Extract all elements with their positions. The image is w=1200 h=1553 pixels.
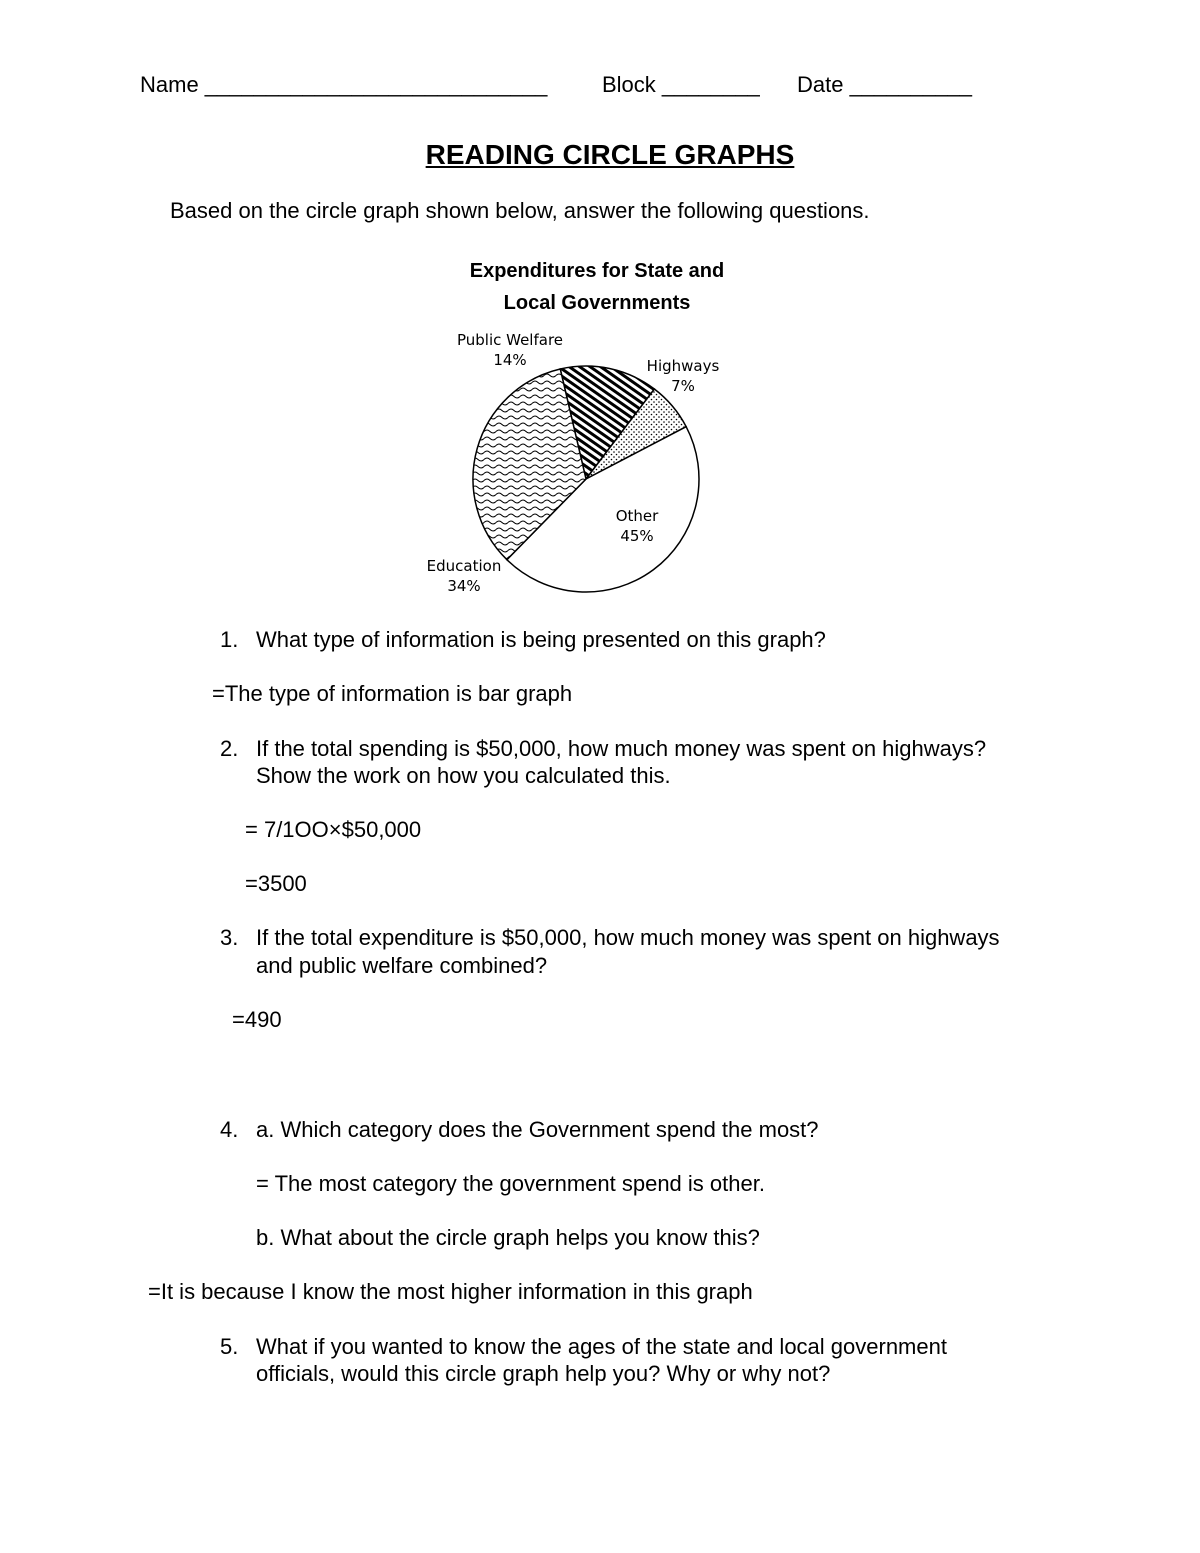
label-highways-name: Highways [646, 357, 720, 375]
question-number: 2. [220, 736, 239, 761]
answer-4a: = The most category the government spend is other. [256, 1171, 765, 1196]
date-field-label: Date __________ [797, 72, 972, 97]
label-public-welfare [450, 330, 570, 370]
label-public-welfare-name: Public Welfare [456, 331, 564, 349]
page-title: READING CIRCLE GRAPHS [425, 139, 795, 170]
block-field-label: Block ________ [602, 72, 760, 97]
question-5-line-1: What if you wanted to know the ages of the state and local government [256, 1334, 947, 1359]
label-other-name: Other [615, 507, 659, 525]
question-4a-text: a. Which category does the Government spend the most? [256, 1117, 819, 1142]
question-number: 1. [220, 627, 239, 652]
label-highways [640, 356, 726, 396]
chart-title-line-1: Expenditures for State and [469, 260, 725, 282]
label-education-value: 34% [447, 577, 481, 595]
label-public-welfare-value: 14% [493, 351, 527, 369]
question-number: 4. [220, 1117, 239, 1142]
label-highways-value: 7% [671, 377, 695, 395]
label-education-name: Education [426, 557, 502, 575]
label-other-value: 45% [620, 527, 654, 545]
question-number: 3. [220, 925, 239, 950]
answer-3: =490 [232, 1007, 282, 1032]
label-other [600, 506, 674, 546]
name-field-label: Name ____________________________ [140, 72, 548, 97]
chart-title-line-2: Local Governments [503, 292, 691, 314]
answer-2-step-1: = 7/1OO×$50,000 [245, 817, 422, 842]
question-4b-text: b. What about the circle graph helps you know this? [256, 1225, 760, 1250]
question-number: 5. [220, 1334, 239, 1359]
question-3-line-1: If the total expenditure is $50,000, how much money was spent on highways [256, 925, 1000, 950]
answer-4b: =It is because I know the most higher information in this graph [148, 1279, 753, 1304]
question-2-line-1: If the total spending is $50,000, how much money was spent on highways? [256, 736, 987, 761]
question-3-line-2: and public welfare combined? [256, 953, 548, 978]
label-education [416, 556, 512, 596]
instructions-text: Based on the circle graph shown below, answer the following questions. [170, 198, 870, 223]
answer-1: =The type of information is bar graph [212, 681, 573, 706]
question-5-line-2: officials, would this circle graph help you? Why or why not? [256, 1361, 831, 1386]
answer-2-step-2: =3500 [245, 871, 307, 896]
question-2-line-2: Show the work on how you calculated this. [256, 763, 671, 788]
question-1-text: What type of information is being presented on this graph? [256, 627, 826, 652]
